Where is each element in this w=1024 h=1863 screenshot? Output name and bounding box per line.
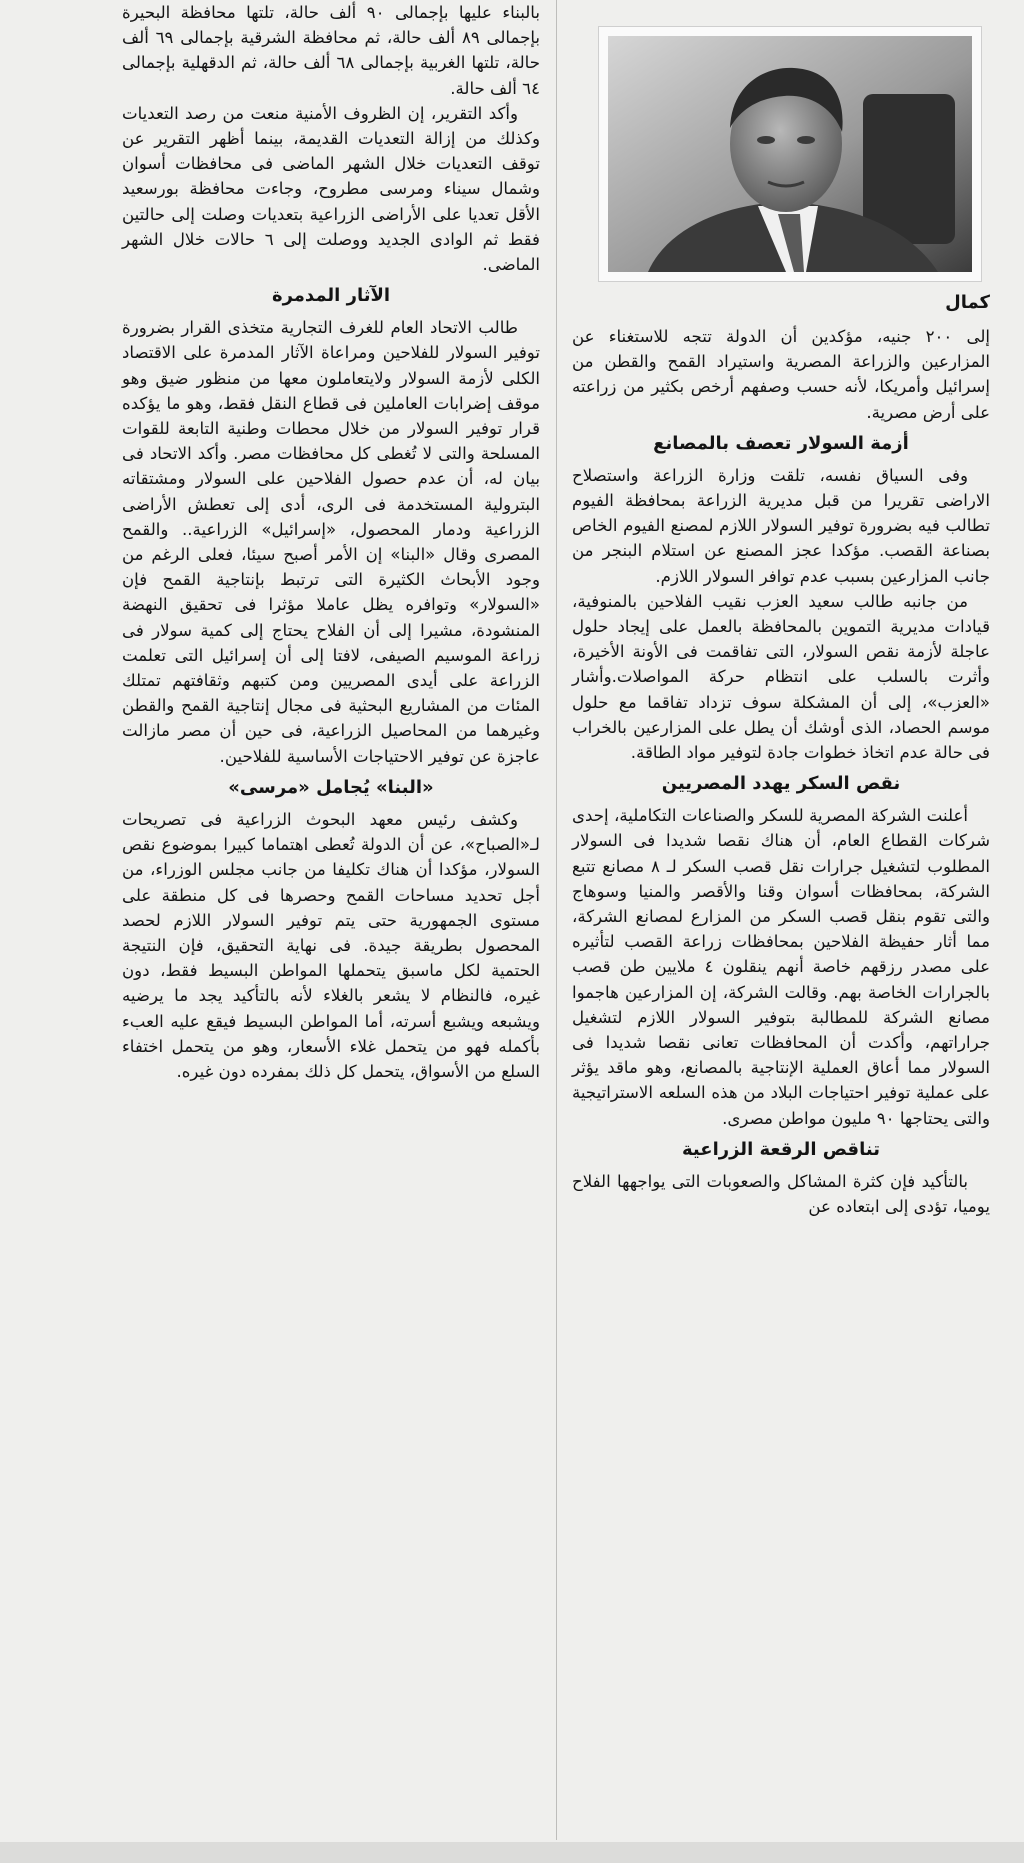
paragraph: من جانبه طالب سعيد العزب نقيب الفلاحين بالمنوفية، قيادات مديرية التموين بالمحافظة بالعمل على إيجاد حلول عاجلة لأزمة نقص السولار، التى تفاقمت فى الأونة الأخيرة، وأثرت بالسلب على انتظام حركة المواصلات.وأشار «العزب»، إلى أن المشكلة سوف تزداد تفاقما مع حلول موسم الحصاد، الذى أوشك أن يطل على المزارعين بالخراب فى حالة عدم اتخاذ خطوات جادة لتوفير مواد الطاقة. (572, 591, 990, 763)
paragraph: وفى السياق نفسه، تلقت وزارة الزراعة واستصلاح الاراضى تقريرا من قبل مديرية الزراعة بمحافظة الفيوم تطالب فيه بضرورة توفير السولار اللازم لمصنع الفيوم الخاص بصناعة القصب. مؤكدا عجز المصنع عن استلام البنجر من جانب المزارعين بسبب عدم توافر السولار اللازم. (572, 465, 990, 586)
paragraph: أعلنت الشركة المصرية للسكر والصناعات التكاملية، إحدى شركات القطاع العام، أن هناك نقصا شديدا فى السولار المطلوب لتشغيل جرارات نقل قصب السكر لـ ٨ مصانع تتبع الشركة، بمحافظات أسوان وقنا والأقصر والمنيا وسوهاج والتى تقوم بنقل قصب السكر من المزارع لمصانع الشركة، مما أثار حفيظة الفلاحين بمحافظات زراعة القصب لتأثيره على مصدر رزقهم خاصة أنهم ينقلون ٤ ملايين طن قصب بالجرارات الخاصة بهم. وقالت الشركة، إن المزارعين هاجموا مصانع الشركة للمطالبة بتوفير السولار اللازم لتشغيل جراراتهم، وأكدت أن المحافظات تعانى نقصا شديدا فى السولار مما أعاق العملية الإنتاجية بالمصانع، وهو ماقد يؤثر على عملية توفير احتياجات البلاد من هذه السلعه الاستراتيجية والتى يحتاجها ٩٠ مليون مواطن مصرى. (572, 806, 990, 1128)
section-heading: «البنا» يُجامل «مرسى» (228, 776, 434, 798)
column-divider (556, 0, 557, 1840)
paragraph: طالب الاتحاد العام للغرف التجارية متخذى القرار بضرورة توفير السولار للفلاحين ومراعاة الآثار المدمرة على الاقتصاد الكلى لأزمة السولار ولايتعاملون معها من منظور ضيق وهو موقف إضرابات العاملين فى قطاع النقل فقط، وهو ما يؤكده قرار توفير السولار من خلال محطات وطنية التابعة للقوات المسلحة والتى لا تُغطى كل محافظات مصر. وأكد الاتحاد فى بيان له، أن عدم حصول الفلاحين على السولار ومشتقاته البترولية المستخدمة فى الرى، أدى إلى تعطش الأراضى الزراعية ودمار المحصول، «إسرائيل» الزراعية.. والقمح المصرى وقال «البنا» إن الأمر أصبح سيئا، فعلى الرغم من وجود الأبحاث الكثيرة التى ترتبط بإنتاجية القمح فإن «السولار» وتوافره يظل عاملا مؤثرا فى تحقيق النهضة المنشودة، مشيرا إلى أن الفلاح يحتاج إلى كمية سولار فى زراعة الموسيم الصيفى، لافتا إلى أن إسرائيل التى تعلمت الزراعة على أيدى المصريين ومن كتبهم وثقافتهم تمتلك المئات من المشاريع البحثية فى مجال إنتاجية القمح والقطن وغيرهما من المحاصيل الزراعية، فى حين أن مصر مازالت عاجزة عن توفير الاحتياجات الأساسية للفلاحين. (122, 318, 540, 766)
section-heading: نقص السكر يهدد المصريين (661, 773, 901, 795)
article-column-left (122, 0, 540, 1084)
photo-caption: كمال (945, 292, 990, 313)
paragraph: وكشف رئيس معهد البحوث الزراعية فى تصريحات لـ«الصباح»، عن أن الدولة تُعطى اهتماما كبيرا بموضوع نقص السولار، مؤكدا أن هناك تكليفا من جانب مجلس الوزراء، من أجل تحديد مساحات القمح وحصرها فى كل منطقة على مستوى الجمهورية حتى يتم توفير السولار اللازم لحصد المحصول بطريقة جيدة. فى نهاية التحقيق، فإن النتيجة الحتمية لكل ماسبق يتحملها المواطن البسيط فقط، دون غيره، فالنظام لا يشعر بالغلاء لأنه بالتأكيد يجد ما يرضيه ويشبعه ويشبع أسرته، أما المواطن البسيط فيقع عليه العبء بأكمله فهو من يتحمل غلاء الأسعار، وهو من يتحمل اختفاء السلع من الأسواق، يتحمل كل ذلك بمفرده دون غيره. (122, 809, 540, 1081)
portrait-photo-frame (598, 26, 982, 282)
paragraph: بالتأكيد فإن كثرة المشاكل والصعوبات التى يواجهها الفلاح يوميا، تؤدى إلى ابتعاده عن (572, 1171, 990, 1217)
section-heading: أزمة السولار تعصف بالمصانع (653, 432, 909, 454)
section-heading: الآثار المدمرة (271, 285, 391, 307)
paragraph: إلى ٢٠٠ جنيه، مؤكدين أن الدولة تتجه للاستغناء عن المزارعين والزراعة المصرية واستيراد القمح والقطن من إسرائيل وأمريكا، لأنه حسب وصفهم أرخص بكثير من زراعته على أرض مصرية. (572, 327, 990, 422)
portrait-photo (608, 36, 972, 272)
section-heading: تناقص الرقعة الزراعية (682, 1138, 880, 1160)
page-bottom-edge (0, 1842, 1024, 1863)
paragraph: وأكد التقرير، إن الظروف الأمنية منعت من رصد التعديات وكذلك من إزالة التعديات القديمة، بينما أظهر التقرير عن توقف التعديات خلال الشهر الماضى فى محافظات أسوان وشمال سيناء ومرسى مطروح، وجاءت محافظة بورسعيد الأقل تعديا على الأراضى الزراعية بتعديات وصلت إلى حالتين فقط ثم الوادى الجديد ووصلت إلى ٦ حالات خلال الشهر الماضى. (122, 103, 540, 275)
article-column-right (572, 0, 990, 1219)
paragraph: بالبناء عليها بإجمالى ٩٠ ألف حالة، تلتها محافظة البحيرة بإجمالى ٨٩ ألف حالة، ثم محافظة الشرقية بإجمالى ٦٩ ألف حالة، تلتها الغربية بإجمالى ٦٨ ألف حالة، ثم الدقهلية بإجمالى ٦٤ ألف حالة. (122, 3, 540, 98)
